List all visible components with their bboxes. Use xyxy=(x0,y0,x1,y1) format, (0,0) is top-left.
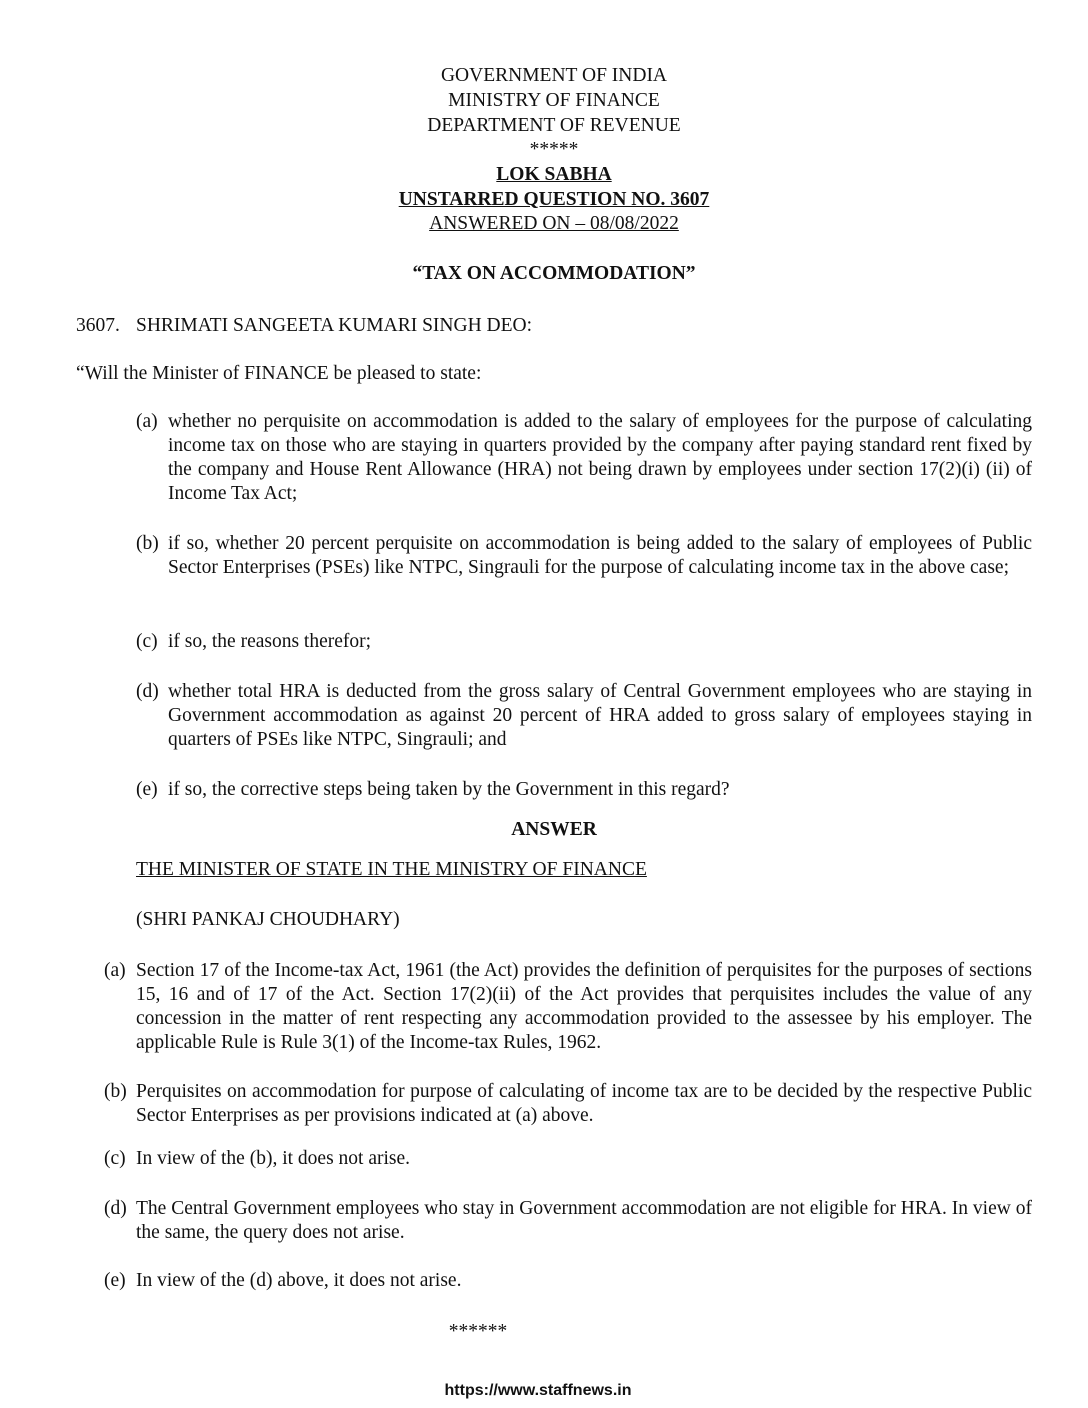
item-label: (e) xyxy=(136,779,158,800)
item-text: if so, whether 20 percent perquisite on accommodation is being added to the salary of employees of Public Sector Enterprises (PSEs) like NTPC, Singrauli for the purpose of calculating income tax in the above case; xyxy=(168,533,1032,578)
item-text: In view of the (d) above, it does not arise. xyxy=(136,1270,462,1291)
question-item-c xyxy=(136,630,1032,654)
minister-title: THE MINISTER OF STATE IN THE MINISTRY OF FINANCE xyxy=(136,859,647,880)
item-text: if so, the corrective steps being taken by the Government in this regard? xyxy=(168,779,730,800)
item-label: (c) xyxy=(136,631,158,652)
header-govt: GOVERNMENT OF INDIA xyxy=(440,65,668,86)
item-label: (d) xyxy=(136,681,159,702)
header-stars: ***** xyxy=(529,139,579,160)
item-label: (c) xyxy=(104,1148,126,1169)
question-item-d xyxy=(136,680,1032,752)
answer-item-d xyxy=(104,1197,1032,1245)
item-text: whether total HRA is deducted from the gross salary of Central Government employees who are staying in Government accommodation as against 20 percent of HRA added to gross salary of employees staying in quarters of PSEs like NTPC, Singrauli; and xyxy=(168,681,1032,750)
item-text: whether no perquisite on accommodation is added to the salary of employees for the purpose of calculating income tax on those who are staying in quarters provided by the company after paying standard rent fixed by the company and House Rent Allowance (HRA) not being drawn by employees under section 17(2)(i) (ii) of Income Tax Act; xyxy=(168,411,1032,504)
answer-item-e xyxy=(104,1269,1032,1293)
header-department: DEPARTMENT OF REVENUE xyxy=(427,115,681,136)
answer-item-a xyxy=(104,959,1032,1055)
question-item-e xyxy=(136,778,1032,802)
answered-date: ANSWERED ON – 08/08/2022 xyxy=(429,213,679,234)
house-name: LOK SABHA xyxy=(496,164,612,185)
item-text: The Central Government employees who stay in Government accommodation are not eligible for HRA. In view of the same, the query does not arise. xyxy=(136,1198,1032,1243)
question-intro: “Will the Minister of FINANCE be pleased to state: xyxy=(76,363,482,384)
question-number: UNSTARRED QUESTION NO. 3607 xyxy=(398,189,710,210)
item-label: (a) xyxy=(104,960,126,981)
item-label: (a) xyxy=(136,411,158,432)
header-ministry: MINISTRY OF FINANCE xyxy=(448,90,660,111)
answer-item-c xyxy=(104,1147,1032,1171)
item-label: (b) xyxy=(104,1081,127,1102)
member-name: SHRIMATI SANGEETA KUMARI SINGH DEO: xyxy=(136,315,533,336)
item-label: (e) xyxy=(104,1270,126,1291)
item-text: In view of the (b), it does not arise. xyxy=(136,1148,411,1169)
question-item-a xyxy=(136,410,1032,506)
question-ref-number: 3607. xyxy=(76,315,120,336)
answer-heading: ANSWER xyxy=(511,819,597,840)
item-label: (d) xyxy=(104,1198,127,1219)
item-text: if so, the reasons therefor; xyxy=(168,631,372,652)
page-title: “TAX ON ACCOMMODATION” xyxy=(412,263,696,284)
item-text: Section 17 of the Income-tax Act, 1961 (the Act) provides the definition of perquisites for the purposes of sections 15, 16 and of 17 of the Act. Section 17(2)(ii) of the Act provides that perquisites includes the value of any concession in the matter of rent respecting any accommodation provided to the assessee by his employer. The applicable Rule is Rule 3(1) of the Income-tax Rules, 1962. xyxy=(136,960,1032,1053)
end-stars: ****** xyxy=(448,1321,508,1342)
answer-item-b xyxy=(104,1080,1032,1128)
question-item-b xyxy=(136,532,1032,580)
item-text: Perquisites on accommodation for purpose of calculating of income tax are to be decided by the respective Public Sector Enterprises as per provisions indicated at (a) above. xyxy=(136,1081,1032,1126)
item-label: (b) xyxy=(136,533,159,554)
footer-url[interactable]: https://www.staffnews.in xyxy=(444,1382,632,1399)
minister-name: (SHRI PANKAJ CHOUDHARY) xyxy=(136,909,400,930)
